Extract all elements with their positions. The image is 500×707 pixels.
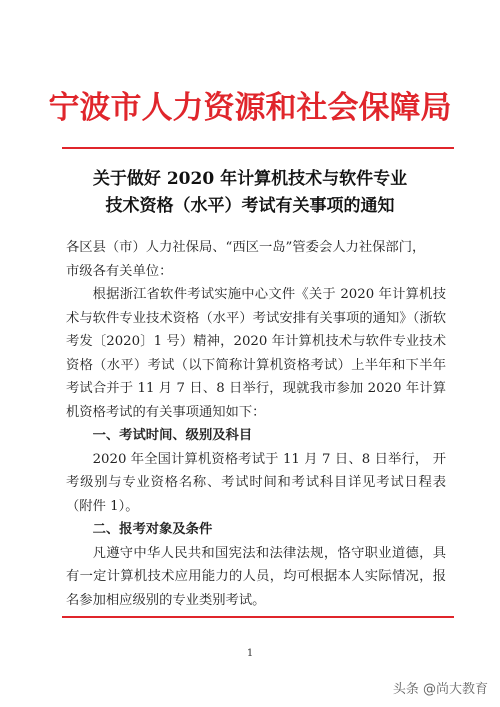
salutation-line-1: 各区县（市）人力社保局、“西区一岛”管委会人力社保部门， [66,240,426,255]
section-1-paragraph: 2020 年全国计算机资格考试于 11 月 7 日、8 日举行， 开考级别与专业资格名称、考试时间和考试科目详见考试日程表（附件 1）。 [66,451,446,514]
section-2-paragraph: 凡遵守中华人民共和国宪法和法律法规，恪守职业道德，具有一定计算机技术应用能力的人员，均可根据本人实际情况，报名参加相应级别的专业类别考试。 [66,545,446,608]
notice-title-line-1: 关于做好 2020 年计算机技术与软件专业 [92,169,408,189]
organization-title: 宁波市人力资源和社会保障局 [48,90,452,126]
intro-paragraph: 根据浙江省软件考试实施中心文件《关于 2020 年计算机技术与软件专业技术资格（水平）考试安排有关事项的通知》（浙软考发〔2020〕1 号）精神，2020 年计算机技术与软件专业技术资格（水平）考试（以下简称计算机资格考试）上半年和下半年考试合并于 11 月 7 日、8 日举行，现就我市参加 2020 年计算机资格考试的有关事项通知如下： [66,287,446,420]
notice-body [66,236,446,612]
header-red-rule [62,147,454,149]
notice-title [40,166,460,220]
salutation-line-2: 市级各有关单位： [66,263,173,279]
source-watermark: 头条 @尚大教育 [392,682,488,697]
section-2-heading: 二、报考对象及条件 [92,522,213,537]
footer-red-rule [62,616,454,618]
notice-title-line-2: 技术资格（水平）考试有关事项的通知 [105,196,395,216]
page-number: 1 [246,648,254,659]
section-1-heading: 一、考试时间、级别及科目 [92,428,253,443]
